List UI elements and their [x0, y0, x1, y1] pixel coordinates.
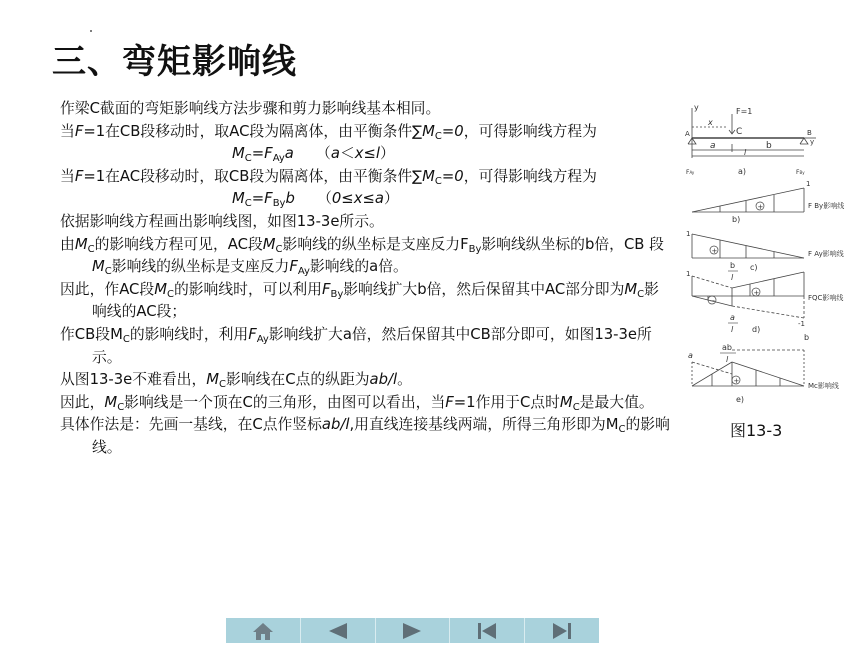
- fig-label-pe: e): [736, 395, 745, 404]
- fig-fay-label: F Ay影响线: [808, 250, 844, 258]
- fig-frac-b: b: [730, 261, 736, 270]
- fig-one-b: 1: [806, 180, 811, 188]
- italic-symbol: M: [104, 393, 118, 411]
- text-run: 作梁C截面的弯矩影响线方法步骤和剪力影响线基本相同。: [60, 100, 441, 117]
- text-run: 因此，: [60, 393, 105, 411]
- home-icon: [251, 621, 275, 641]
- text-run: ≤: [362, 190, 375, 208]
- text-paragraph: [60, 324, 670, 369]
- fig-one-d: 1: [686, 270, 691, 278]
- italic-symbol: =0: [441, 167, 464, 185]
- text-run: 具体作法是：先画一基线，在C点作竖标: [60, 416, 322, 434]
- text-run: 当: [60, 167, 75, 185]
- text-run: =: [251, 190, 265, 208]
- text-run: ,用直线连接基线两端，所得三角形即为M: [349, 416, 619, 434]
- next-button[interactable]: [376, 618, 451, 643]
- subscript: By: [330, 288, 344, 300]
- fig-label-A: A: [685, 130, 690, 138]
- italic-symbol: F: [321, 280, 331, 298]
- text-paragraph: [60, 392, 670, 415]
- body-text: [60, 98, 670, 460]
- subscript: By: [272, 198, 286, 210]
- italic-symbol: M: [74, 235, 88, 253]
- italic-symbol: F: [289, 258, 298, 276]
- text-run: ，可得影响线方程为: [463, 167, 597, 185]
- text-run: 影响线的纵坐标是支座反力: [111, 258, 290, 276]
- text-run: （: [293, 145, 331, 163]
- text-paragraph: [60, 166, 670, 189]
- decorative-dot: [90, 30, 92, 32]
- prev-icon: [326, 621, 350, 641]
- fby-influence-line: [692, 188, 804, 212]
- fig-label-l: l: [744, 148, 747, 157]
- text-run: ）: [383, 190, 399, 208]
- text-run: 影响线纵坐标的b倍，CB 段: [481, 235, 664, 253]
- fig-frac-l2: l: [731, 325, 734, 334]
- italic-symbol: ab/l: [321, 416, 350, 434]
- fig-label-y2: y: [810, 138, 815, 146]
- subscript: C: [219, 379, 227, 391]
- italic-symbol: a: [330, 145, 340, 163]
- text-paragraph: [60, 211, 670, 234]
- fig-label-a-e: a: [688, 351, 693, 360]
- fig-label-B: B: [807, 129, 812, 137]
- italic-symbol: l: [375, 145, 381, 163]
- fig-label-b-d: b: [804, 333, 810, 342]
- italic-symbol: M: [92, 258, 105, 276]
- fig-label-FAy: FAy: [686, 169, 695, 176]
- text-run: =: [251, 145, 265, 163]
- subscript: C: [637, 288, 645, 300]
- fig-plus-d: +: [753, 289, 760, 297]
- first-icon: [475, 621, 499, 641]
- home-button[interactable]: [226, 618, 301, 643]
- subscript: C: [166, 288, 174, 300]
- text-run: （: [294, 190, 332, 208]
- subscript: By: [468, 243, 482, 255]
- subscript: C: [244, 153, 252, 165]
- subscript: C: [104, 266, 112, 278]
- italic-symbol: x: [354, 145, 364, 163]
- subscript: C: [117, 401, 125, 413]
- text-run: 的影响线方程可见，AC段: [94, 235, 263, 253]
- fig-label-C: C: [736, 127, 743, 137]
- italic-symbol: M: [422, 167, 435, 185]
- text-run: 的影响线时，可以利用: [173, 280, 322, 298]
- fig-minus1-d: -1: [798, 320, 805, 328]
- subscript: C: [618, 424, 626, 436]
- text-run: 影响线的a倍。: [309, 258, 408, 276]
- fig-label-pc: c): [750, 263, 758, 272]
- text-run: ）: [380, 145, 395, 163]
- text-paragraph: [60, 414, 670, 459]
- fig-fby-label: F By影响线: [808, 202, 845, 210]
- fig-label-pd: d): [752, 325, 761, 334]
- text-run: =1在AC段移动时，取CB段为隔离体，由平衡条件∑: [83, 167, 423, 185]
- subscript: Ay: [272, 153, 285, 165]
- last-button[interactable]: [525, 618, 599, 643]
- italic-symbol: F: [264, 190, 273, 208]
- subscript: C: [572, 401, 580, 413]
- text-run: ≤: [341, 190, 354, 208]
- fay-influence-line: [692, 234, 804, 258]
- fig-plus-b: +: [757, 203, 764, 211]
- subscript: C: [434, 175, 442, 187]
- italic-symbol: b: [285, 190, 295, 208]
- italic-symbol: ab/l: [369, 371, 398, 389]
- fig-frac-l3: l: [726, 355, 729, 364]
- figure-caption: 图13-3: [730, 421, 783, 440]
- slide-nav-bar: [226, 618, 599, 643]
- text-run: 影响线的纵坐标是支座反力F: [282, 235, 469, 253]
- equation-line: [60, 143, 670, 166]
- text-run: ≤: [363, 145, 376, 163]
- fig-label-pa: a): [738, 167, 747, 176]
- italic-symbol: M: [232, 145, 245, 163]
- subscript: C: [434, 130, 442, 142]
- text-paragraph: [60, 121, 670, 144]
- subscript: Ay: [256, 333, 269, 345]
- italic-symbol: =0: [441, 122, 464, 140]
- italic-symbol: F: [264, 145, 273, 163]
- italic-symbol: F: [248, 325, 257, 343]
- text-run: 影响线扩大a倍，然后保留其中CB部分即可，如图13-3e所示。: [92, 325, 652, 366]
- subscript: C: [122, 333, 130, 345]
- fig-one-c: 1: [686, 230, 691, 238]
- fig-fqc-label: FQC影响线: [808, 294, 844, 302]
- italic-symbol: M: [624, 280, 638, 298]
- italic-symbol: F: [74, 167, 84, 185]
- subscript: Ay: [297, 266, 310, 278]
- text-run: 由: [60, 235, 75, 253]
- prev-button[interactable]: [301, 618, 376, 643]
- fig-minus-d: −: [709, 297, 716, 305]
- italic-symbol: F: [445, 393, 454, 411]
- text-run: 影响线是一个顶在C的三角形，由图可以看出，当: [124, 393, 446, 411]
- text-run: ，可得影响线方程为: [463, 122, 597, 140]
- equation-line: [60, 188, 670, 211]
- mc-influence-line: [692, 350, 804, 386]
- fig-label-a: a: [710, 141, 716, 151]
- influence-line-figure: [684, 100, 854, 420]
- fig-label-x: x: [708, 118, 713, 127]
- text-run: =1在CB段移动时，取AC段为隔离体，由平衡条件∑: [83, 122, 423, 140]
- fig-label-pb: b): [732, 215, 741, 224]
- fig-label-F1: F=1: [736, 107, 753, 116]
- italic-symbol: F: [74, 122, 84, 140]
- text-run: 影响线在C点的纵距为: [226, 371, 370, 389]
- text-run: 是最大值。: [579, 393, 654, 411]
- text-run: 的影响线。: [92, 416, 670, 456]
- text-run: 作CB段M: [60, 325, 123, 343]
- italic-symbol: M: [154, 280, 167, 298]
- italic-symbol: x: [353, 190, 363, 208]
- text-run: 从图13-3e不难看出，: [60, 371, 207, 389]
- next-icon: [400, 621, 424, 641]
- text-run: 影响线扩大b倍，然后保留其中AC部分即为: [343, 280, 625, 298]
- fqc-influence-line: [692, 272, 804, 318]
- text-run: 因此，作AC段: [60, 280, 155, 298]
- text-run: 依据影响线方程画出影响线图，如图13-3e所示。: [60, 212, 384, 230]
- fig-frac-a: a: [730, 313, 735, 322]
- subscript: C: [275, 243, 283, 255]
- subscript: C: [87, 243, 95, 255]
- text-paragraph: [60, 369, 670, 392]
- italic-symbol: M: [206, 371, 220, 389]
- text-paragraph: [60, 279, 670, 324]
- italic-symbol: M: [262, 235, 276, 253]
- text-run: 当: [60, 122, 75, 140]
- italic-symbol: a: [374, 190, 384, 208]
- fig-mc-label: Mc影响线: [808, 382, 839, 390]
- fig-frac-l: l: [731, 273, 734, 282]
- fig-plus-c: +: [711, 247, 718, 255]
- italic-symbol: 0: [331, 190, 342, 208]
- fig-label-b: b: [766, 141, 772, 151]
- italic-symbol: M: [422, 122, 435, 140]
- fig-plus-e: +: [733, 377, 740, 385]
- page-title: 三、弯矩影响线: [52, 42, 297, 82]
- text-run: 的影响线时，利用: [129, 325, 249, 343]
- text-paragraph: [60, 98, 670, 121]
- text-run: 。: [397, 371, 412, 389]
- text-paragraph: [60, 234, 670, 279]
- fig-label-FBy: FBy: [796, 169, 805, 176]
- fig-frac-ab: ab: [722, 343, 732, 352]
- fig-label-y: y: [694, 103, 699, 112]
- text-run: 影响线的AC段；: [92, 280, 659, 321]
- italic-symbol: a: [284, 145, 294, 163]
- italic-symbol: M: [559, 393, 573, 411]
- first-button[interactable]: [450, 618, 525, 643]
- subscript: C: [244, 198, 252, 210]
- text-run: ＜: [339, 145, 355, 163]
- text-run: =1作用于C点时: [453, 393, 560, 411]
- italic-symbol: M: [232, 190, 245, 208]
- last-icon: [550, 621, 574, 641]
